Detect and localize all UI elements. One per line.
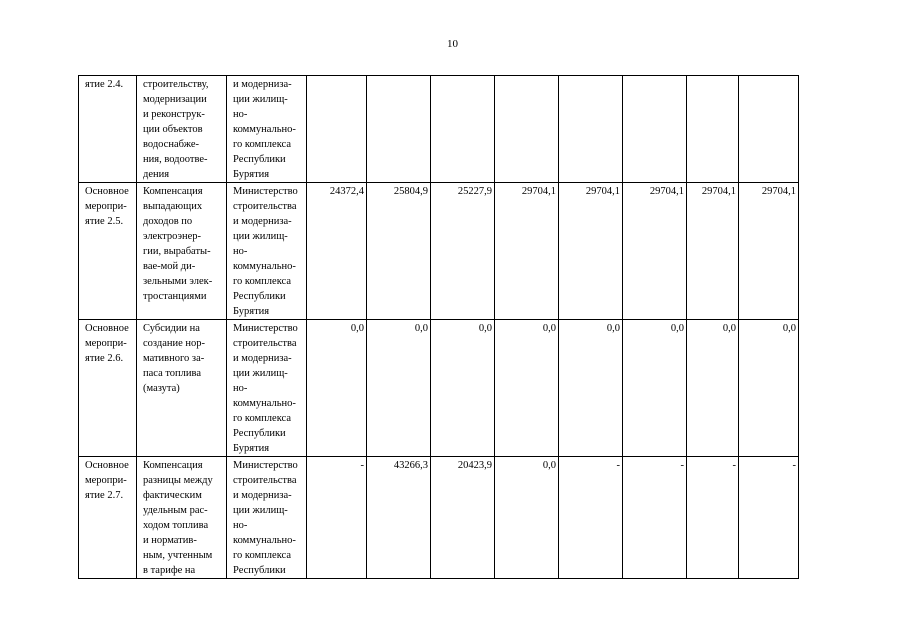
executor-cell: и модерниза- ции жилищ- но- коммунально- го комплекса Республики Бурятия [227, 76, 307, 183]
value-cell: 0,0 [495, 457, 559, 579]
value-cell [307, 76, 367, 183]
activity-cell: Основное меропри- ятие 2.6. [79, 320, 137, 457]
value-cell [623, 76, 687, 183]
executor-cell: Министерство строительства и модерниза- ции жилищ- но- коммунально- го комплекса Республики Бурятия [227, 320, 307, 457]
value-cell: 0,0 [307, 320, 367, 457]
table-row [79, 76, 799, 183]
value-cell: - [739, 457, 799, 579]
program-activities-table [78, 75, 799, 579]
value-cell: - [307, 457, 367, 579]
value-cell [739, 76, 799, 183]
value-cell: 29704,1 [495, 183, 559, 320]
value-cell: 25804,9 [367, 183, 431, 320]
activity-cell: Основное меропри- ятие 2.5. [79, 183, 137, 320]
value-cell: 29704,1 [739, 183, 799, 320]
value-cell: 25227,9 [431, 183, 495, 320]
value-cell: - [559, 457, 623, 579]
table-row [79, 183, 799, 320]
value-cell: 24372,4 [307, 183, 367, 320]
value-cell [431, 76, 495, 183]
value-cell: 29704,1 [623, 183, 687, 320]
value-cell: 0,0 [623, 320, 687, 457]
value-cell: 0,0 [687, 320, 739, 457]
value-cell: 29704,1 [687, 183, 739, 320]
description-cell: строительству, модернизации и реконструк- ции объектов водоснабже- ния, водоотве- дения [137, 76, 227, 183]
table-row [79, 457, 799, 579]
value-cell [687, 76, 739, 183]
value-cell [559, 76, 623, 183]
value-cell: 0,0 [495, 320, 559, 457]
value-cell [495, 76, 559, 183]
table-row [79, 320, 799, 457]
value-cell: 29704,1 [559, 183, 623, 320]
value-cell: - [687, 457, 739, 579]
page-number: 10 [447, 38, 458, 50]
value-cell: 0,0 [431, 320, 495, 457]
executor-cell: Министерство строительства и модерниза- ции жилищ- но- коммунально- го комплекса Республики [227, 457, 307, 579]
value-cell: 43266,3 [367, 457, 431, 579]
description-cell: Компенсация разницы между фактическим удельным рас- ходом топлива и норматив- ным, учтенным в тарифе на [137, 457, 227, 579]
activity-cell: Основное меропри- ятие 2.7. [79, 457, 137, 579]
value-cell: 20423,9 [431, 457, 495, 579]
value-cell: 0,0 [739, 320, 799, 457]
value-cell [367, 76, 431, 183]
executor-cell: Министерство строительства и модерниза- ции жилищ- но- коммунально- го комплекса Республики Бурятия [227, 183, 307, 320]
description-cell: Компенсация выпадающих доходов по электроэнер- гии, вырабаты- вае-мой ди- зельными элек- тростанциями [137, 183, 227, 320]
value-cell: 0,0 [559, 320, 623, 457]
value-cell: - [623, 457, 687, 579]
activity-cell: ятие 2.4. [79, 76, 137, 183]
value-cell: 0,0 [367, 320, 431, 457]
description-cell: Субсидии на создание нор- мативного за- паса топлива (мазута) [137, 320, 227, 457]
